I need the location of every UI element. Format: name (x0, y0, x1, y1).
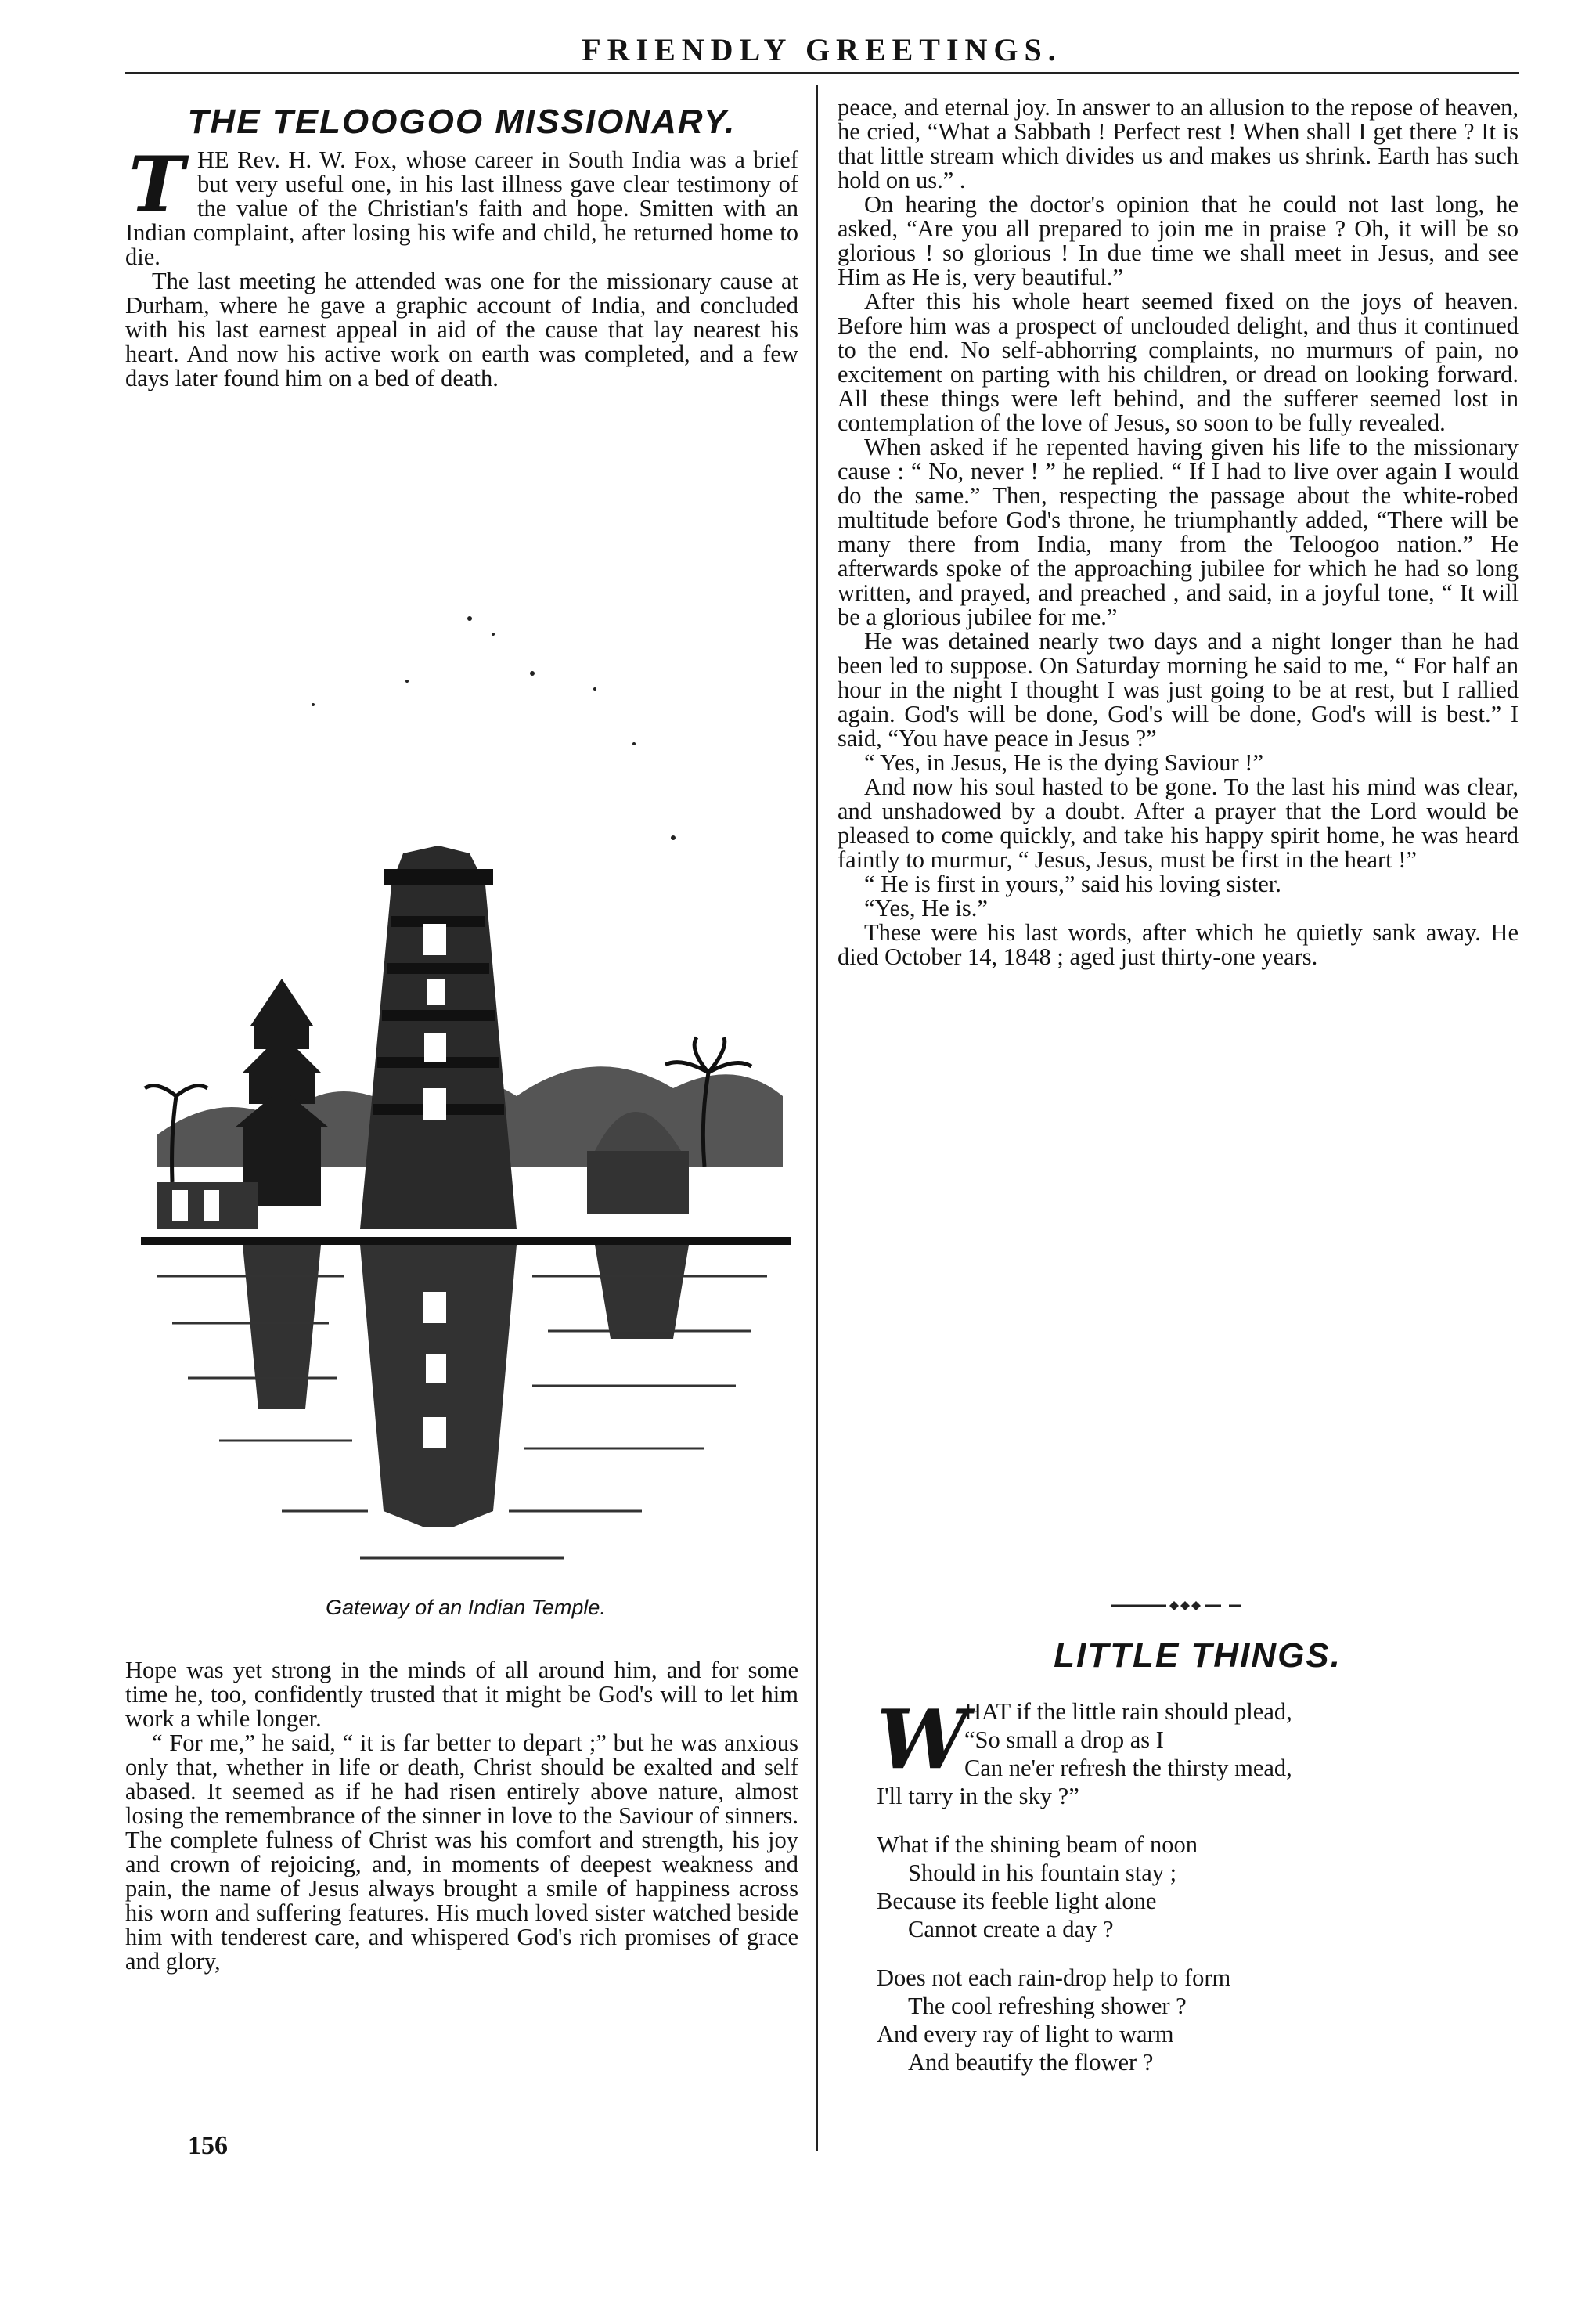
poem-line: Because its feeble light alone (877, 1888, 1157, 1914)
temple-engraving-image (125, 587, 806, 1589)
magazine-title: FRIENDLY GREETINGS. (582, 32, 1062, 67)
drop-cap-letter: T (128, 140, 185, 229)
page-header (125, 23, 1519, 78)
paragraph: “ Yes, in Jesus, He is the dying Saviour !” (864, 749, 1263, 776)
poem-line: And every ray of light to warm (877, 2021, 1174, 2047)
poem-title: LITTLE THINGS. (1054, 1636, 1342, 1675)
paragraph: He was detained nearly two days and a night longer than he had been led to suppose. On Saturday morning he said to me, “ For half an hour in the night I thought I was just going to be at rest, but I rallied again. God's will be done, God's will be done, God's will is best.” I said, “You have peace in Jesus ?” (838, 628, 1519, 752)
poem-stanza (877, 1964, 1519, 2076)
poem-line: I'll tarry in the sky ?” (877, 1783, 1079, 1809)
poem-line: HAT if the little rain should plead, (964, 1698, 1292, 1725)
header-rule (125, 72, 1519, 74)
right-column (838, 96, 1519, 969)
drop-cap-letter: W (877, 1691, 968, 1787)
paragraph: peace, and eternal joy. In answer to an allusion to the repose of heaven, he cried, “What a Sabbath ! Perfect rest ! When shall I get there ? It is that little stream which divides us and makes us shrink. Earth has such hold on us.” . (838, 94, 1519, 193)
poem-line: “So small a drop as I (964, 1726, 1164, 1753)
left-column-top (125, 103, 798, 391)
page-number: 156 (188, 2131, 228, 2160)
paragraph: Hope was yet strong in the minds of all around him, and for some time he, too, confidently trusted that it might be God's will to let him work a while longer. (125, 1657, 798, 1732)
poem-line: Does not each rain-drop help to form (877, 1964, 1231, 1991)
paragraph: “ He is first in yours,” said his loving sister. (864, 871, 1281, 897)
paragraph: These were his last words, after which he quietly sank away. He died October 14, 1848 ; aged just thirty-one years. (838, 919, 1519, 970)
paragraph: After this his whole heart seemed fixed on the joys of heaven. Before him was a prospect of unclouded delight, and thus it continued to the end. No self-abhorring complaints, no murmurs of pain, no excitement on parting with his children, or dread on looking forward. All these things were left behind, and the sufferer seemed lost in contemplation of the love of Jesus, so soon to be fully revealed. (838, 288, 1519, 436)
paragraph: The last meeting he attended was one for the missionary cause at Durham, where he gave a graphic account of India, and concluded with his last earnest appeal in aid of the cause that lay nearest his heart. And now his active work on earth was completed, and a few days later found him on a bed of death. (125, 268, 798, 391)
poem-little-things (877, 1691, 1519, 2097)
paragraph: On hearing the doctor's opinion that he could not last long, he asked, “Are you all prepared to join me in praise ? Oh, it will be so glorious ! so glorious ! In due time we shall meet in Jesus, and see Him as He is, very beautiful.” (838, 191, 1519, 290)
poem-line: Can ne'er refresh the thirsty mead, (964, 1755, 1292, 1781)
section-divider-ornament (1111, 1598, 1252, 1614)
paragraph: “ For me,” he said, “ it is far better to depart ;” but he was anxious only that, whether in life or death, Christ should be exalted and self abased. It seemed as if he had risen entirely above nature, almost losing the remembrance of the sinner in love to the Saviour of sinners. The complete fulness of Christ was his comfort and strength, his joy and crown of rejoicing, and, in moments of deepest weakness and pain, the name of Jesus always brought a smile of happiness across his worn and suffering features. His much loved sister watched beside him with tenderest care, and whispered God's rich promises of grace and glory, (125, 1729, 798, 1975)
paragraph: And now his soul hasted to be gone. To the last his mind was clear, and unshadowed by a doubt. After a prayer that the Lord would be pleased to come quickly, and take his happy spirit home, he was heard faintly to murmur, “ Jesus, Jesus, must be first in the heart !” (838, 774, 1519, 873)
column-divider (816, 85, 818, 2151)
poem-line: The cool refreshing shower ? (908, 1993, 1187, 2019)
intro-paragraph: HE Rev. H. W. Fox, whose career in South India was a brief but very useful one, in his last illness gave clear testimony of the value of the Christian's faith and hope. Smitten with an Indian complaint, after losing his wife and child, he returned home to die. (125, 146, 798, 270)
illustration-caption: Gateway of an Indian Temple. (326, 1596, 606, 1619)
poem-line: Cannot create a day ? (908, 1916, 1114, 1942)
poem-stanza (877, 1691, 1519, 1810)
paragraph: “Yes, He is.” (864, 895, 988, 922)
temple-illustration (125, 587, 806, 1621)
left-column-bottom (125, 1658, 798, 1974)
poem-line: Should in his fountain stay ; (908, 1859, 1177, 1886)
poem-stanza (877, 1830, 1519, 1943)
article-title: THE TELOOGOO MISSIONARY. (187, 103, 737, 141)
poem-line: And beautify the flower ? (908, 2049, 1154, 2076)
paragraph: When asked if he repented having given his life to the missionary cause : “ No, never ! ” he replied. “ If I had to live over again I would do the same.” Then, respecting the passage about the white-robed multitude before God's throne, he triumphantly added, “There will be many there from India, many from the Teloogoo nation.” He afterwards spoke of the approaching jubilee for which he had so long written, and prayed, and preached , and said, in a joyful tone, “ It will be a glorious jubilee for me.” (838, 434, 1519, 630)
poem-line: What if the shining beam of noon (877, 1831, 1198, 1858)
